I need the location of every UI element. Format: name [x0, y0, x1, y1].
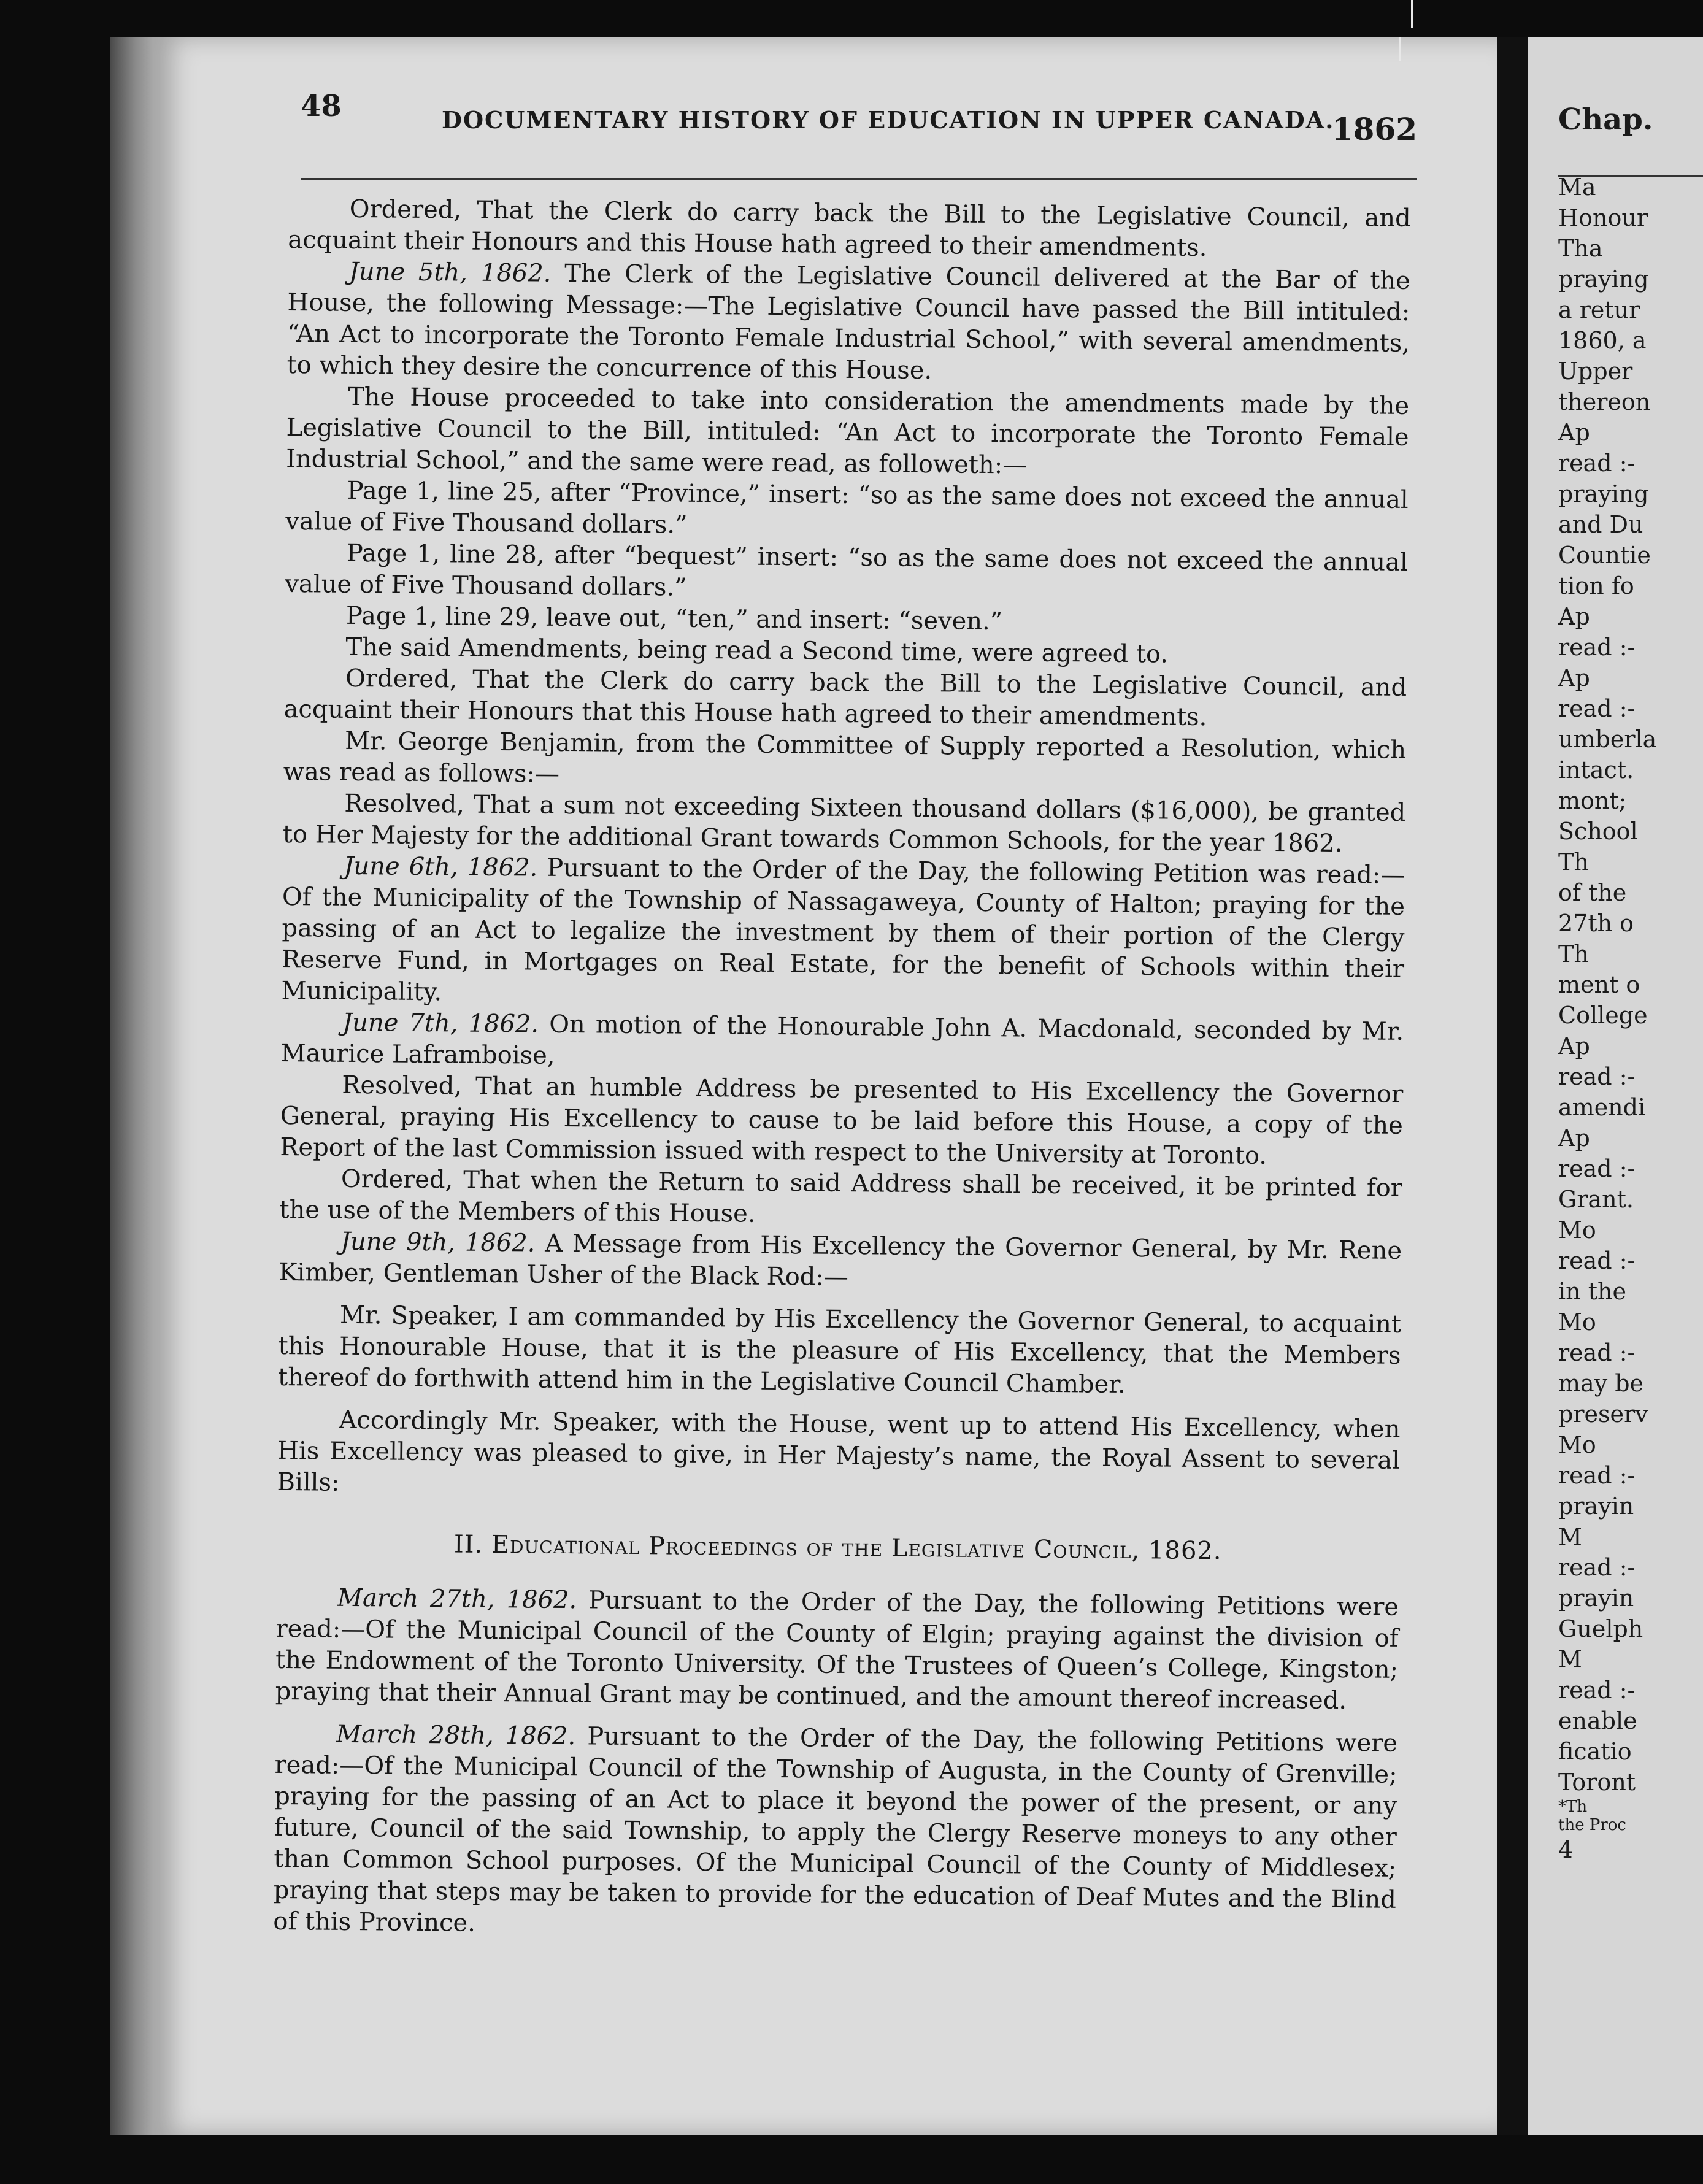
next-page-line: Th: [1558, 940, 1589, 967]
body-text: [273, 193, 1411, 1947]
next-page-footnote: the Proc: [1558, 1816, 1626, 1834]
next-page-line: Toront: [1558, 1769, 1636, 1796]
next-page-line: read :-: [1558, 634, 1636, 661]
paragraph: March 27th, 1862. Pursuant to the Order of the Day, the following Petitions were read:—Of the Municipal Council of the County of Elgin; praying against the division of the Endowment of the Toronto University. Of the Trustees of Queen’s College, Kingston; praying that their Annual Grant may be continued, and the amount thereof increased.: [275, 1583, 1399, 1715]
next-page-line: read :-: [1558, 1462, 1636, 1489]
next-page-line: tion fo: [1558, 572, 1634, 599]
paragraph: Resolved, That a sum not exceeding Sixteen thousand dollars ($16,000), be granted to Her Majesty for the additional Grant towards Common Schools, for the year 1862.: [282, 789, 1406, 858]
paragraph: June 5th, 1862. The Clerk of the Legislative Council delivered at the Bar of the House, the following Message:—The Legislative Council have passed the Bill intituled: “An Act to incorporate the Toronto Female Industrial School,” with several amendments, to which they desire the concurrence of this House.: [286, 257, 1411, 385]
next-page-line: Mo: [1558, 1217, 1596, 1244]
next-page-line: read :-: [1558, 1339, 1636, 1366]
next-page-line: Guelph: [1558, 1615, 1643, 1642]
amendment: Page 1, line 29, leave out, “ten,” and insert: “seven.”: [345, 601, 1003, 636]
next-page-line: in the: [1558, 1278, 1626, 1305]
scan-mark: [1411, 0, 1413, 28]
next-page-line: read :-: [1558, 450, 1636, 477]
entry-date: March 27th, 1862.: [337, 1583, 577, 1615]
next-page-line: Ap: [1558, 1032, 1590, 1059]
entry-date: June 6th, 1862.: [344, 852, 538, 882]
running-title: DOCUMENTARY HISTORY OF EDUCATION IN UPPER CANADA.: [442, 106, 1335, 134]
next-page-line: praying: [1558, 480, 1649, 507]
next-page-line: read :-: [1558, 1155, 1636, 1182]
next-page-line: preserv: [1558, 1401, 1648, 1428]
amendment: Page 1, line 25, after “Province,” insert: “so as the same does not exceed the annual value of Five Thousand dollars.”: [285, 476, 1409, 539]
page-header: [301, 89, 1417, 147]
paragraph: June 9th, 1862. A Message from His Excellency the Governor General, by Mr. Rene Kimber, Gentleman Usher of the Black Rod:—: [279, 1227, 1402, 1292]
next-page-line: M: [1558, 1646, 1582, 1673]
next-page-line: M: [1558, 1523, 1582, 1550]
next-page-line: Mo: [1558, 1431, 1596, 1458]
next-page-line: School: [1558, 818, 1638, 845]
next-page-line: read :-: [1558, 1247, 1636, 1274]
next-page-line: read :-: [1558, 695, 1636, 722]
next-page-line: Ma: [1558, 174, 1596, 201]
next-page-line: of the: [1558, 879, 1627, 906]
next-page-line: read :-: [1558, 1554, 1636, 1581]
book-gutter: [1497, 37, 1528, 2135]
next-page-line: umberla: [1558, 726, 1657, 753]
next-page-line: may be: [1558, 1370, 1644, 1397]
next-page-line: ment o: [1558, 971, 1640, 998]
paragraph: Mr. George Benjamin, from the Committee of Supply reported a Resolution, which was read as follows:—: [283, 726, 1407, 788]
next-page-line: prayin: [1558, 1493, 1634, 1520]
next-page-number-fragment: 4: [1558, 1836, 1574, 1863]
header-year: 1862: [1331, 111, 1417, 147]
paragraph: March 28th, 1862. Pursuant to the Order of the Day, the following Petitions were read:—Of the Municipal Council of the Township of Augusta, in the County of Grenville; praying for the passing of an Act to place it beyond the power of the present, or any future, Council of the said Township, to apply the Clergy Reserve moneys to any other than Common School purposes. Of the Municipal Council of the County of Middlesex; praying that steps may be taken to provide for the education of Deaf Mutes and the Blind of this Province.: [273, 1720, 1398, 1937]
next-page-line: read :-: [1558, 1677, 1636, 1704]
next-page-line: Ap: [1558, 603, 1590, 630]
next-page-line: Mo: [1558, 1309, 1596, 1336]
paragraph: Resolved, That an humble Address be presented to His Excellency the Governor General, praying His Excellency to cause to be laid before this House, a copy of the Report of the last Commission issued with respect to the University at Toronto.: [280, 1071, 1404, 1170]
section-heading: II. Educational Proceedings of the Legislative Council, 1862.: [453, 1530, 1222, 1566]
next-page-line: Ap: [1558, 1125, 1590, 1152]
paragraph: The House proceeded to take into consideration the amendments made by the Legislative Council to the Bill, intituled: “An Act to incorporate the Toronto Female Industrial School,” and the same were read, as followeth:—: [286, 382, 1410, 480]
next-page-line: Countie: [1558, 542, 1651, 569]
next-page-line: ficatio: [1558, 1738, 1632, 1765]
next-page-line: Honour: [1558, 204, 1648, 231]
paragraph: Ordered, That the Clerk do carry back the Bill to the Legislative Council, and acquaint their Honours and this House hath agreed to their amendments.: [288, 194, 1411, 263]
next-page-line: read :-: [1558, 1063, 1636, 1090]
next-page-line: enable: [1558, 1707, 1637, 1734]
next-page-text: [1558, 104, 1703, 1865]
paragraph: Accordingly Mr. Speaker, with the House, went up to attend His Excellency, when His Excellency was pleased to give, in Her Majesty’s name, the Royal Assent to several Bills:: [277, 1405, 1401, 1497]
next-page-line: 27th o: [1558, 910, 1634, 937]
amendment: Page 1, line 28, after “bequest” insert: “so as the same does not exceed the annual value of Five Thousand dollars.”: [285, 539, 1409, 602]
paragraph: June 6th, 1862. Pursuant to the Order of the Day, the following Petition was read:—Of the Municipality of the Township of Nassagaweya, County of Halton; praying for the passing of an Act to legalize the investment by them of their portion of the Clergy Reserve Fund, in Mortgages on Real Estate, for the benefit of Schools within their Municipality.: [281, 852, 1405, 1007]
next-page-line: 1860, a: [1558, 327, 1647, 354]
next-page-line: College: [1558, 1002, 1648, 1029]
next-page-line: Tha: [1558, 235, 1603, 262]
paragraph: Ordered, That when the Return to said Address shall be received, it be printed for the use of the Members of this House.: [279, 1164, 1403, 1228]
paragraph: June 7th, 1862. On motion of the Honourable John A. Macdonald, seconded by Mr. Maurice Laframboise,: [280, 1008, 1404, 1070]
entry-date: June 5th, 1862.: [348, 257, 552, 288]
entry-date: June 9th, 1862.: [340, 1227, 536, 1258]
entry-date: March 28th, 1862.: [336, 1720, 576, 1751]
paragraph: The said Amendments, being read a Second time, were agreed to.: [345, 633, 1169, 669]
next-page-line: intact.: [1558, 756, 1634, 783]
page-number: 48: [301, 89, 342, 123]
next-page-header: Chap.: [1558, 102, 1653, 137]
next-page-line: Ap: [1558, 419, 1590, 446]
next-page-line: a retur: [1558, 296, 1640, 323]
next-page-line: Upper: [1558, 358, 1633, 385]
paragraph: Ordered, That the Clerk do carry back the Bill to the Legislative Council, and acquaint their Honours that this House hath agreed to their amendments.: [283, 664, 1407, 732]
scan-mark: [1399, 37, 1401, 61]
next-page-line: Ap: [1558, 664, 1590, 691]
next-page-line: mont;: [1558, 787, 1627, 814]
next-page-line: thereon: [1558, 388, 1651, 415]
next-page-line: and Du: [1558, 511, 1643, 538]
header-rule: [301, 178, 1417, 180]
entry-date: June 7th, 1862.: [342, 1008, 539, 1039]
next-page-line: praying: [1558, 266, 1649, 293]
message-quote: Mr. Speaker, I am commanded by His Excellency the Governor General, to acquaint this Honourable House, that it is the pleasure of His Excellency, that the Members thereof do forthwith attend him in the Legislative Council Chamber.: [277, 1301, 1402, 1399]
next-page-line: prayin: [1558, 1585, 1634, 1612]
next-page-line: Grant.: [1558, 1186, 1634, 1213]
next-page-line: amendi: [1558, 1094, 1646, 1121]
next-page-footnote: *Th: [1558, 1798, 1588, 1816]
next-page-line: Th: [1558, 848, 1589, 875]
